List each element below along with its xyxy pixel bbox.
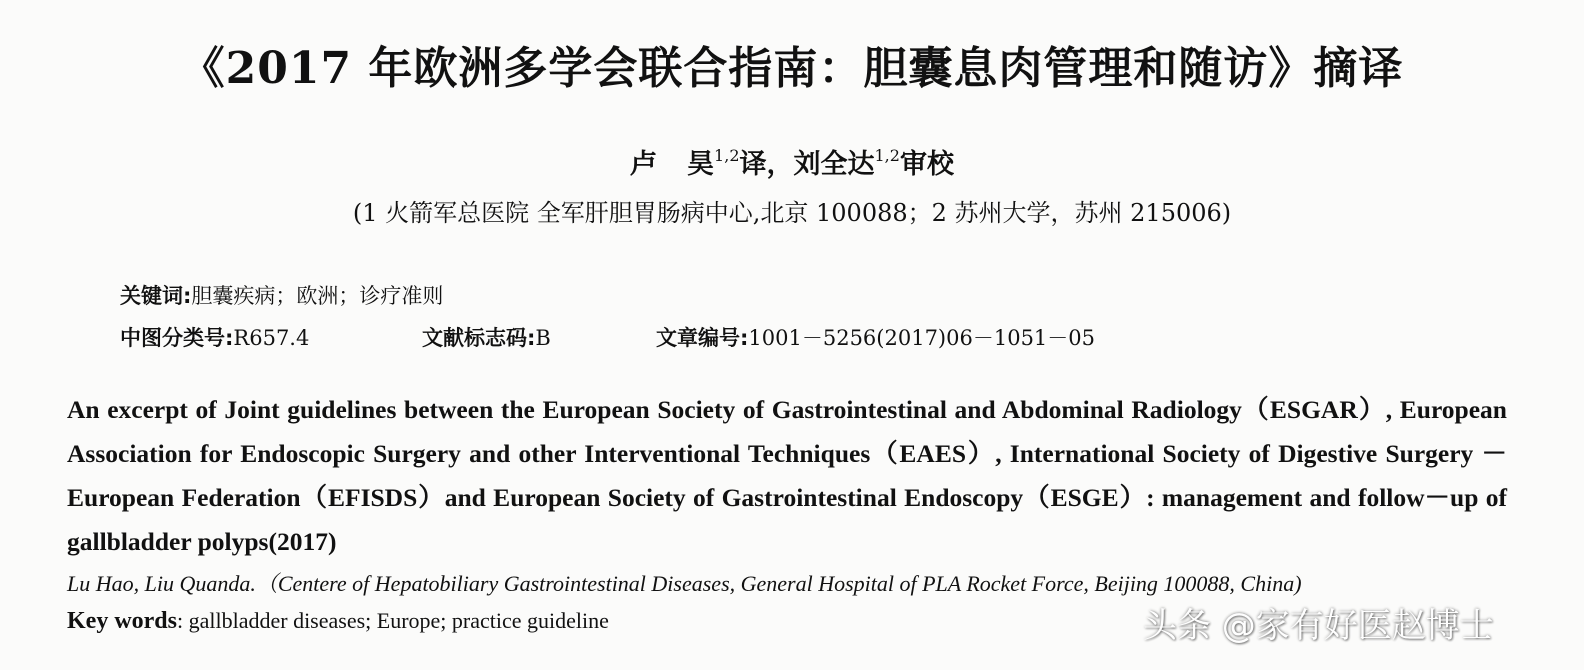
cn-keywords-value: 胆囊疾病；欧洲；诊疗准则 — [191, 284, 444, 308]
reviewer-role: 审校 — [899, 149, 954, 180]
paper-title: 《2017 年欧洲多学会联合指南：胆囊息肉管理和随访》摘译 — [180, 43, 1404, 94]
author-line — [0, 142, 1584, 181]
document-code — [422, 322, 551, 352]
english-keywords-label: Key words — [67, 608, 177, 634]
translator-given-name: 昊 — [687, 149, 715, 180]
clc-label: 中图分类号: — [120, 326, 234, 350]
english-keywords — [67, 608, 609, 635]
translator-affiliation-sup: 1,2 — [714, 146, 740, 165]
english-keywords-value: : gallbladder diseases; Europe; practice guideline — [177, 608, 609, 633]
document-code-value: B — [535, 326, 551, 350]
watermark-text: 头条 @家有好医赵博士 — [1143, 606, 1494, 646]
cn-keywords — [120, 280, 443, 310]
document-code-label: 文献标志码: — [422, 326, 536, 350]
reviewer-affiliation-sup: 1,2 — [874, 146, 900, 165]
translator-surname: 卢 — [630, 149, 658, 180]
article-number — [656, 322, 1095, 352]
cn-keywords-label: 关键词: — [120, 284, 192, 308]
clc-value: R657.4 — [233, 326, 310, 350]
english-title: An excerpt of Joint guidelines between the European Society of Gastrointestinal and Abdominal Radiology（ESGAR）, European Association for Endoscopic Surgery and other Interventional Techniques（EAES）, International Society of Digestive Surgery － European Federation（EFISDS）and European Society of Gastrointestinal Endoscopy（ESGE）: management and follow－up of gallbladder polyps(2017) — [67, 395, 1507, 556]
article-number-label: 文章编号: — [656, 326, 749, 350]
article-number-value: 1001－5256(2017)06－1051－05 — [748, 326, 1096, 350]
translator-role: 译， — [739, 149, 794, 180]
affiliation-line: (1 火箭军总医院 全军肝胆胃肠病中心,北京 100088；2 苏州大学，苏州 215006) — [352, 199, 1232, 227]
clc-number — [120, 322, 309, 352]
reviewer-name: 刘全达 — [793, 149, 875, 180]
english-authors: Lu Hao, Liu Quanda.（Centere of Hepatobiliary Gastrointestinal Diseases, General Hospital of PLA Rocket Force, Beijing 100088, China) — [67, 571, 1302, 596]
